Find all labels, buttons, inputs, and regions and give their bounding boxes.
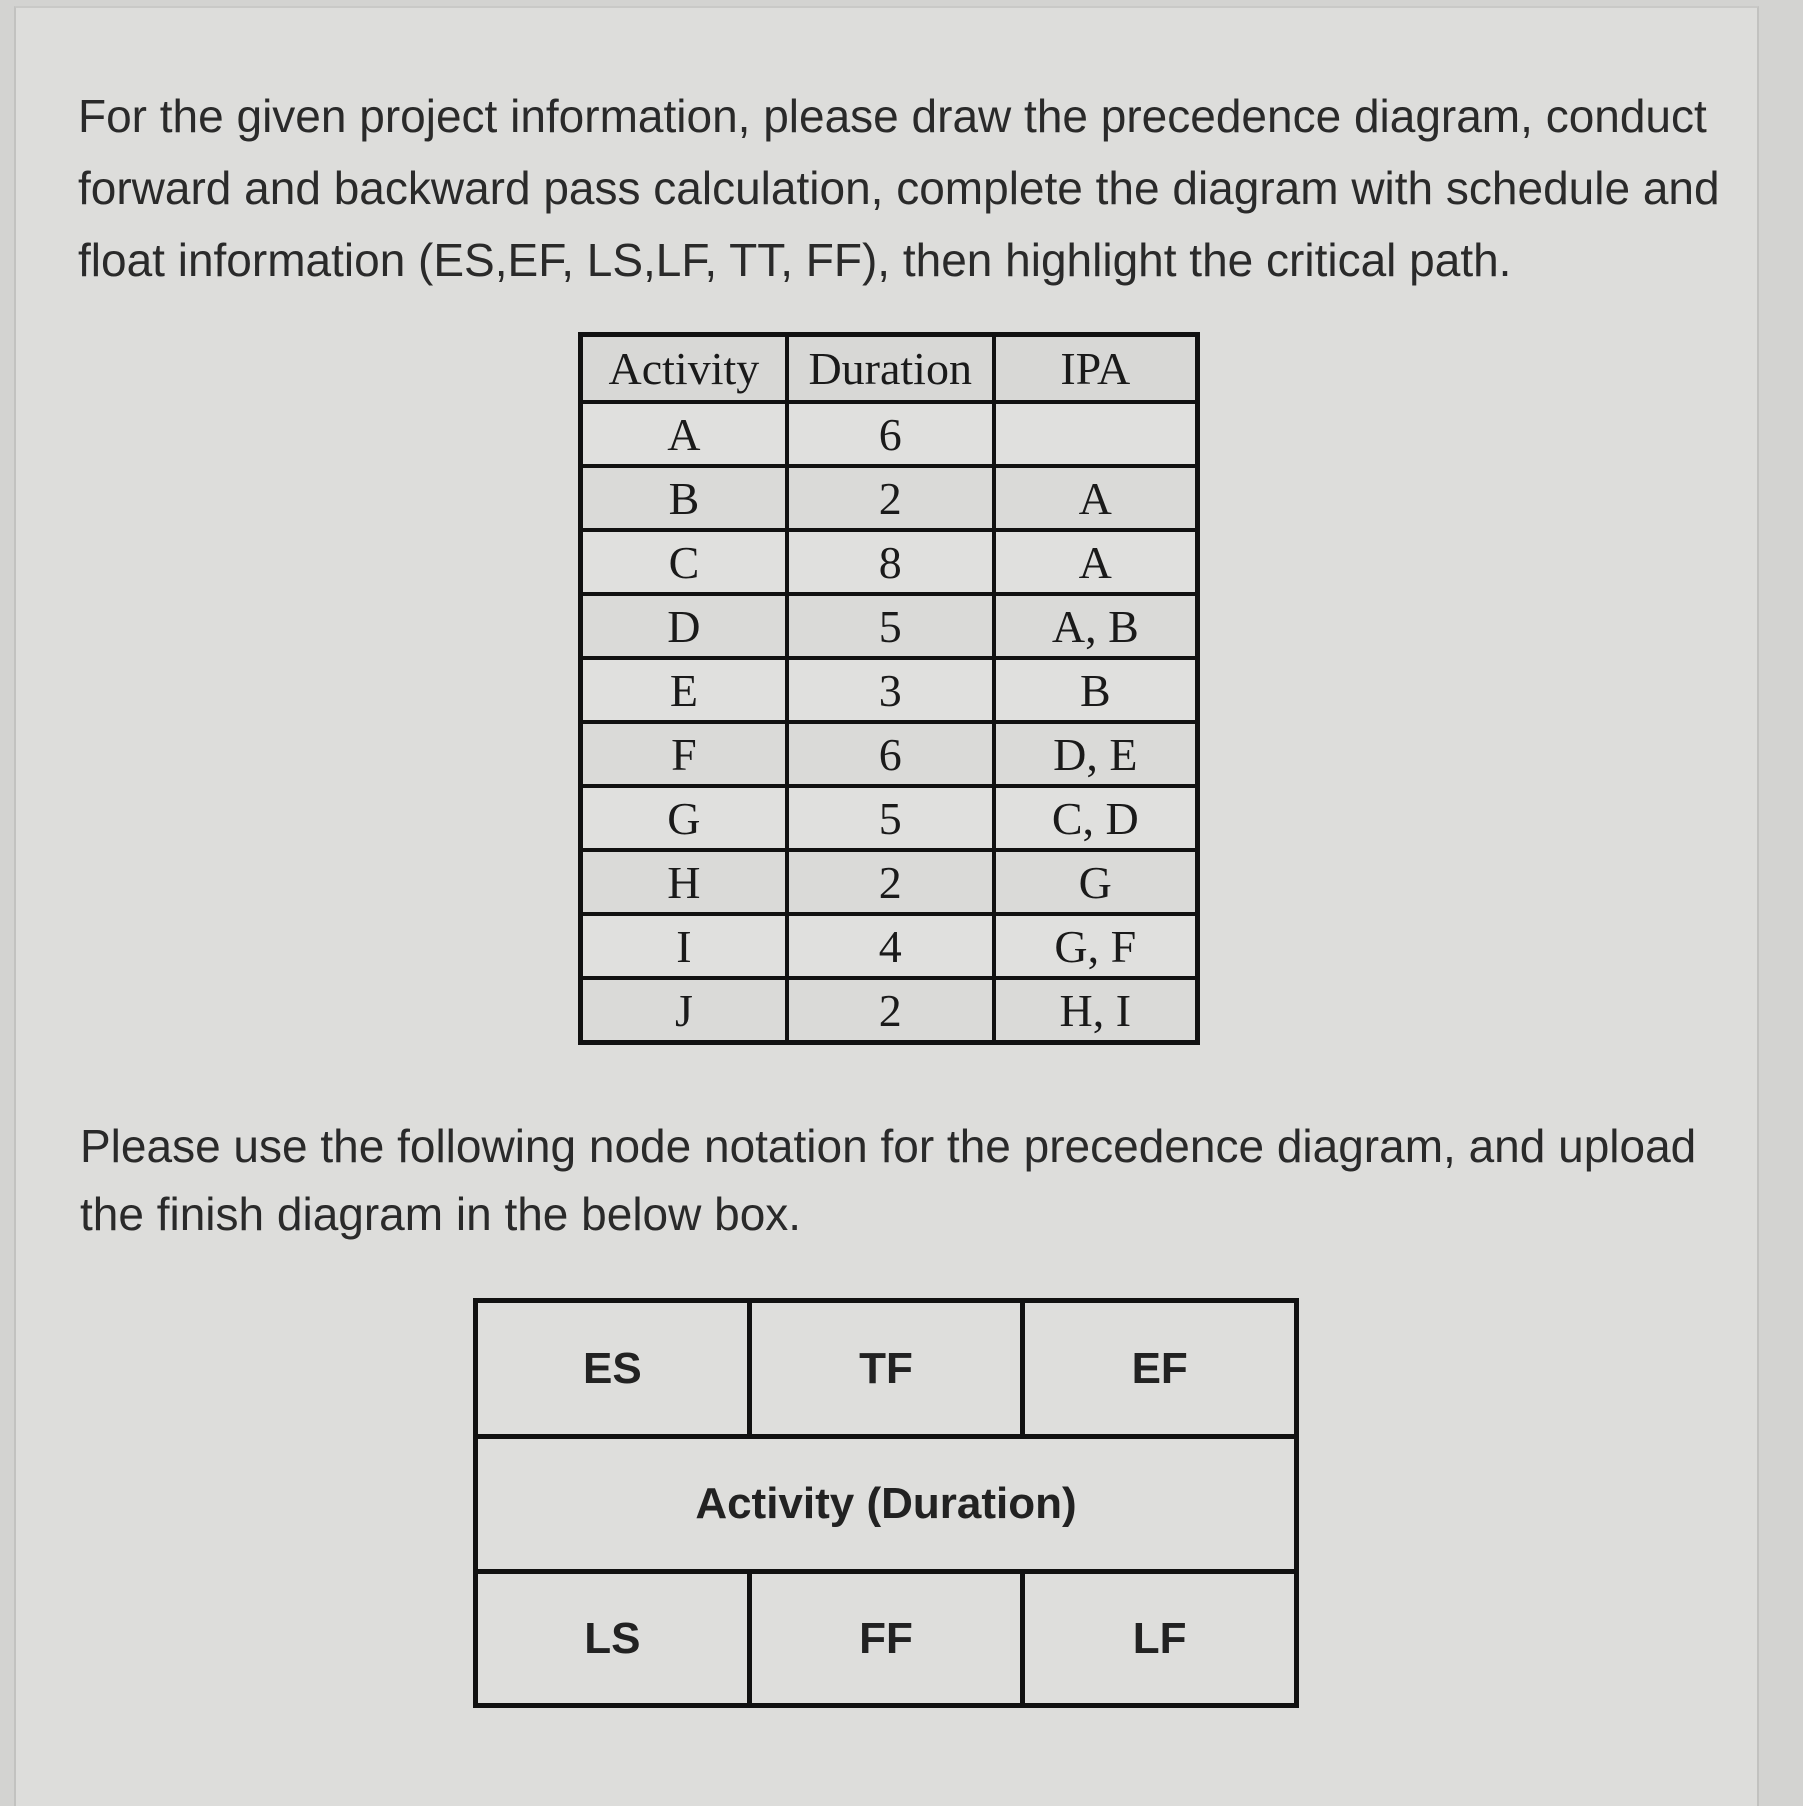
cell-duration: 3	[787, 658, 994, 722]
cell-duration: 4	[787, 914, 994, 978]
header-ipa: IPA	[994, 335, 1198, 403]
cell-duration: 5	[787, 594, 994, 658]
cell-duration: 8	[787, 530, 994, 594]
cell-ipa: A	[994, 466, 1198, 530]
table-row	[581, 466, 1198, 530]
node-ff-cell: FF	[752, 1574, 1026, 1703]
cell-ipa: A	[994, 530, 1198, 594]
header-activity: Activity	[581, 335, 787, 403]
table-row	[581, 722, 1198, 786]
cell-activity: J	[581, 978, 787, 1043]
table-row	[581, 978, 1198, 1043]
cell-activity: F	[581, 722, 787, 786]
table-row	[581, 786, 1198, 850]
cell-activity: C	[581, 530, 787, 594]
table-row	[581, 658, 1198, 722]
cell-duration: 2	[787, 978, 994, 1043]
cell-ipa: A, B	[994, 594, 1198, 658]
node-bottom-row	[478, 1574, 1294, 1703]
cell-ipa: B	[994, 658, 1198, 722]
instructions-text: For the given project information, please draw the precedence diagram, conduct forward and backward pass calculation, complete the diagram with schedule and float information (ES,EF, LS,LF, TT, FF), then highlight the critical path.	[78, 90, 1720, 286]
activity-table	[578, 332, 1200, 1045]
cell-ipa: H, I	[994, 978, 1198, 1043]
notation-instructions-text: Please use the following node notation for the precedence diagram, and upload the finish diagram in the below box.	[80, 1120, 1697, 1240]
table-row	[581, 850, 1198, 914]
node-es-cell: ES	[478, 1303, 752, 1434]
cell-ipa: G, F	[994, 914, 1198, 978]
cell-ipa: D, E	[994, 722, 1198, 786]
cell-duration: 6	[787, 402, 994, 466]
cell-activity: A	[581, 402, 787, 466]
cell-activity: B	[581, 466, 787, 530]
node-lf-cell: LF	[1132, 1613, 1187, 1663]
cell-duration: 5	[787, 786, 994, 850]
cell-activity: D	[581, 594, 787, 658]
cell-activity: H	[581, 850, 787, 914]
table-row	[581, 594, 1198, 658]
node-tf-cell: TF	[752, 1303, 1026, 1434]
node-ls-cell: LS	[478, 1574, 752, 1703]
cell-ipa	[994, 402, 1198, 466]
cell-duration: 2	[787, 466, 994, 530]
header-duration: Duration	[787, 335, 994, 403]
cell-ipa: G	[994, 850, 1198, 914]
table-row	[581, 914, 1198, 978]
cell-activity: G	[581, 786, 787, 850]
cell-activity: E	[581, 658, 787, 722]
table-row	[581, 402, 1198, 466]
cell-duration: 6	[787, 722, 994, 786]
cell-duration: 2	[787, 850, 994, 914]
content-panel	[14, 6, 1759, 1806]
node-notation-box	[473, 1298, 1299, 1708]
node-activity-cell: Activity (Duration)	[478, 1439, 1294, 1574]
node-ef-cell: EF	[1131, 1343, 1188, 1393]
node-top-row	[478, 1303, 1294, 1439]
table-row	[581, 530, 1198, 594]
cell-ipa: C, D	[994, 786, 1198, 850]
table-header-row	[581, 335, 1198, 403]
cell-activity: I	[581, 914, 787, 978]
